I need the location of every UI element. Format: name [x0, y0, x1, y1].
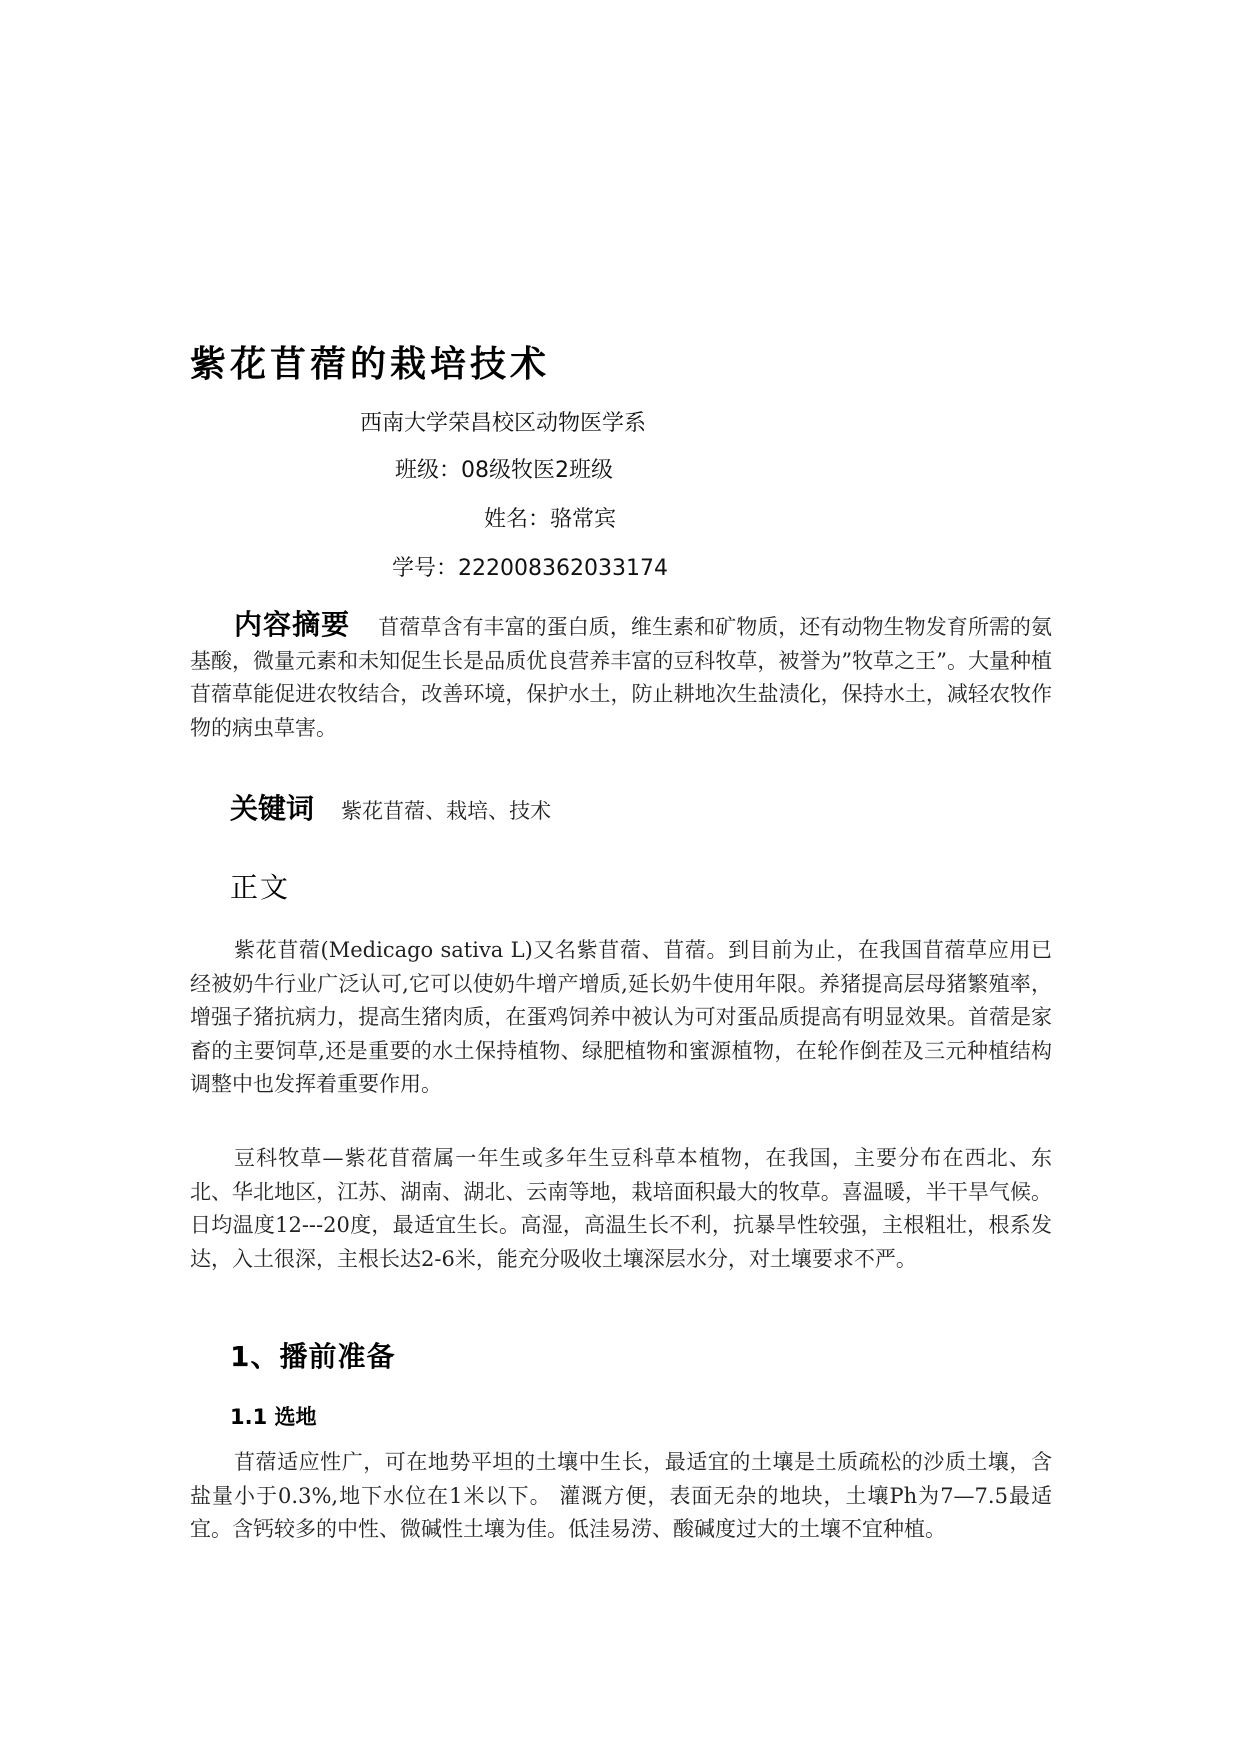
abstract-label: 内容摘要 — [234, 608, 351, 641]
paragraph-intro: 紫花苜蓿(Medicago sativa L)又名紫苜蓿、苜蓿。到目前为止，在我国苜蓿草应用已经被奶牛行业广泛认可,它可以使奶牛增产增质,延长奶牛使用年限。养猪提高层母猪繁殖率，增强子猪抗病力，提高生猪肉质，在蛋鸡饲养中被认为可对蛋品质提高有明显效果。首蓿是家畜的主要饲草,还是重要的水土保持植物、绿肥植物和蜜源植物，在轮作倒茬及三元种植结构调整中也发挥着重要作用。 — [190, 938, 1052, 1096]
student-id-line: 学号：222008362033174 — [392, 556, 668, 581]
paragraph-site-selection: 苜蓿适应性广，可在地势平坦的土壤中生长，最适宜的土壤是土质疏松的沙质土壤，含盐量小于0.3%,地下水位在1米以下。 灌溉方便，表面无杂的地块，土壤Ph为7—7.5最适宜。含钙较多的中性、微碱性土壤为佳。低洼易涝、酸碱度过大的土壤不宜种植。 — [190, 1450, 1052, 1541]
abstract-text: 苜蓿草含有丰富的蛋白质，维生素和矿物质，还有动物生物发育所需的氨基酸，微量元素和未知促生长是品质优良营养丰富的豆科牧草，被誉为”牧草之王”。大量种植苜蓿草能促进农牧结合，改善环境，保护水土，防止耕地次生盐渍化，保持水土，减轻农牧作物的病虫草害。 — [190, 615, 1052, 740]
keywords-label: 关键词 — [230, 792, 315, 825]
affiliation: 西南大学荣昌校区动物医学系 — [360, 411, 647, 436]
document-title: 紫花苜蓿的栽培技术 — [190, 343, 551, 385]
keywords-line — [230, 787, 551, 827]
subsection-heading-1-1: 1.1 选地 — [230, 1405, 317, 1429]
section-heading-1: 1、播前准备 — [230, 1340, 396, 1373]
abstract-paragraph — [190, 608, 1052, 745]
keywords-text: 紫花苜蓿、栽培、技术 — [341, 799, 552, 823]
paragraph-description: 豆科牧草—紫花苜蓿属一年生或多年生豆科草本植物，在我国，主要分布在西北、东北、华北地区，江苏、湖南、湖北、云南等地，栽培面积最大的牧草。喜温暖，半干旱气候。日均温度12---20度，最适宜生长。高湿，高温生长不利，抗暴旱性较强，主根粗壮，根系发达，入土很深，主根长达2-6米，能充分吸收土壤深层水分，对土壤要求不严。 — [190, 1146, 1052, 1271]
body-heading: 正文 — [230, 871, 291, 904]
name-line: 姓名：骆常宾 — [484, 507, 617, 532]
class-line: 班级：08级牧医2班级 — [395, 458, 613, 483]
